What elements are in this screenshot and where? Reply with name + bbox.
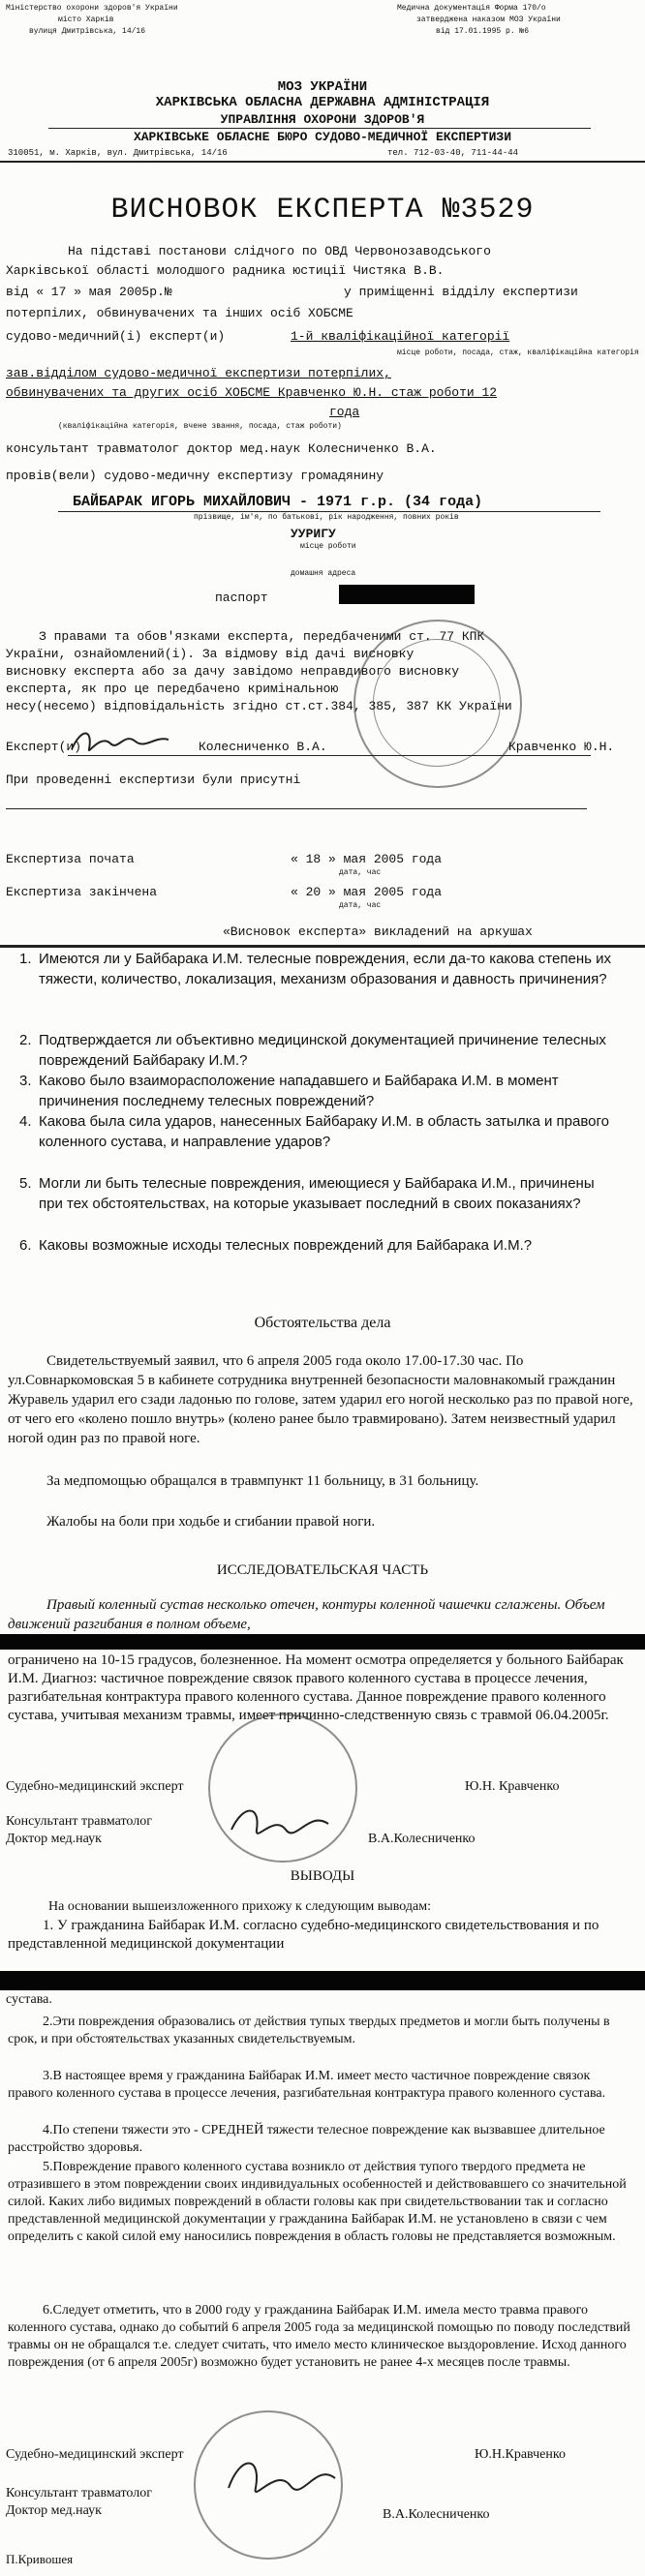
basis-line-5b: 1-й кваліфікаційної категорії xyxy=(291,329,510,344)
conclusion-4: 4.По степени тяжести это - СРЕДНЕЙ тяжести телесное повреждение как вызвавшее длительное расстройство здоровья. xyxy=(8,2123,605,2155)
consultant-line: консультант травматолог доктор мед.наук Колесниченко В.А. xyxy=(6,441,437,456)
redaction-bar-2 xyxy=(0,1971,645,1990)
person-city: УУРИГУ xyxy=(291,527,336,541)
end-label: Експертиза закінчена xyxy=(6,885,158,899)
rights-line-4: експерта, як про це передбачено кримінальною xyxy=(6,682,339,696)
passport-label: паспорт xyxy=(215,591,268,605)
basis-caption: місце роботи, посада, стаж, кваліфікаційна категорія xyxy=(397,349,639,357)
question-4: 4. Какова была сила ударов, нанесенных Байбараку И.М. в область затылка и правого коленного сустава, и направление ударов? xyxy=(19,1113,609,1150)
sign2-left-2: Доктор мед.наук xyxy=(6,1832,102,1846)
question-6: 6. Каковы возможные исходы телесных повреждений для Байбарака И.М.? xyxy=(19,1237,533,1254)
final-sign2-left-1: Консультант травматолог xyxy=(6,2486,152,2500)
question-2: 2. Подтверждается ли объективно медицинской документацией причинение телесных повреждений Байбараку И.М.? xyxy=(19,1032,606,1069)
basis-line-2: Харківської області молодшого радника юстиції Чистяка В.В. xyxy=(6,263,445,278)
basis-line-5: судово-медичний(і) експерт(и) xyxy=(6,329,226,344)
redaction-block xyxy=(339,585,475,604)
dept-heading: УПРАВЛІННЯ ОХОРОНИ ЗДОРОВ'Я xyxy=(220,112,425,127)
basis-line-6: зав.відділом судово-медичної експертизи потерпілих, xyxy=(6,366,391,380)
admin-heading: ХАРКІВСЬКА ОБЛАСНА ДЕРЖАВНА АДМІНІСТРАЦІЯ xyxy=(155,95,490,110)
start-caption: дата, час xyxy=(339,868,382,877)
sign1-right: Ю.Н. Кравченко xyxy=(465,1779,560,1794)
bureau-phone: тел. 712-03-40, 711-44-44 xyxy=(387,148,519,158)
sign2-right: В.А.Колесниченко xyxy=(368,1832,476,1846)
research-text-2: ограничено на 10-15 градусов, болезненное. На момент осмотра определяется у больного Байбарак И.М. Диагноз: частичное повреждение связок правого коленного сустава в процессе лечения, разгибательная контрактура правого коленного сустава. Данное повреждение правого коленного сустава, учитывая механизм травмы, имеет причинно-следственную связь с травмой 06.04.2005г. xyxy=(8,1652,624,1723)
circumstances-title: Обстоятельства дела xyxy=(254,1315,391,1331)
conducted-line: провів(вели) судово-медичну експертизу громадянину xyxy=(6,469,384,483)
rights-line-1: З правами та обов'язками експерта, передбаченими ст. 77 КПК xyxy=(39,629,485,644)
sign1-left: Судебно-медицинский эксперт xyxy=(6,1779,184,1794)
question-5: 5. Могли ли быть телесные повреждения, имеющиеся у Байбарака И.М., причинены при тех обстоятельствах, на которые указывает последний в своих показаниях? xyxy=(19,1175,595,1212)
conclusion-2: 2.Эти повреждения образовались от действия тупых твердых предметов и могли быть получены в срок, и при обстоятельствах указанных свидетельствуемым. xyxy=(8,2015,610,2046)
bureau-address: 310051, м. Харків, вул. Дмитрівська, 14/16 xyxy=(8,148,228,158)
rights-line-2: України, ознайомлений(і). За відмову від дачі висновку xyxy=(6,647,415,661)
end-caption: дата, час xyxy=(339,901,382,910)
basis-line-1: На підставі постанови слідчого по ОВД Червонозаводського xyxy=(68,244,491,258)
doc-title: ВИСНОВОК ЕКСПЕРТА №3529 xyxy=(110,194,535,227)
conclusions-title: ВЫВОДЫ xyxy=(290,1868,355,1884)
circumstances-text-2: За медпомощью обращался в травмпункт 11 больницу, в 31 больницу. xyxy=(46,1473,479,1489)
question-1: 1. Имеются ли у Байбарака И.М. телесные повреждения, если да-то какова степень их тяжести, количество, локализация, механизм образования и давность причинения? xyxy=(19,951,611,987)
final-sign1-right: Ю.Н.Кравченко xyxy=(475,2447,566,2462)
home-caption: домашня адреса xyxy=(291,569,356,578)
signature-3 xyxy=(223,2449,339,2507)
header-left-line2: місто Харків xyxy=(58,15,114,24)
basis-line-7: обвинувачених та других осіб ХОБСМЕ Кравченко Ю.Н. стаж роботи 12 xyxy=(6,385,498,400)
expert-names: Колесниченко В.А. xyxy=(199,740,327,754)
header-left-line1: Міністерство охорони здоров'я України xyxy=(6,4,178,13)
header-right-line1: Медична документація Форма 170/о xyxy=(397,4,546,13)
stated-line: «Висновок експерта» викладений на аркушах xyxy=(223,924,533,939)
conclusion-1b: сустава. xyxy=(6,1992,52,2007)
conclusion-1: 1. У гражданина Байбарак И.М. согласно судебно-медицинского свидетельствования и по представленной медицинской документации xyxy=(8,1918,599,1952)
signature-1 xyxy=(68,724,174,757)
bureau-heading: ХАРКІВСЬКЕ ОБЛАСНЕ БЮРО СУДОВО-МЕДИЧНОЇ ЕКСПЕРТИЗИ xyxy=(133,130,512,144)
conclusion-5: 5.Повреждение правого коленного сустава возникло от действия тупого твердого предмета не отразившего в этом повреждении своих индивидуальных особенностей и действовавшего со значительной силой. Каких либо видимых повреждений в области головы как при свидетельствовании так и согласно представленной медицинской документации у гражданина Байбарак И.М. не установлено в связи с чем определить с какой силой ему наносились повреждения в область головы не представляется возможным. xyxy=(8,2160,627,2244)
expert-names-2: Кравченко Ю.Н. xyxy=(508,740,615,754)
typist: П.Кривошея xyxy=(6,2552,74,2566)
basis-line-7b: года xyxy=(329,405,360,419)
ministry-heading: МОЗ УКРАЇНИ xyxy=(277,79,368,95)
conclusion-3: 3.В настоящее время у гражданина Байбарак И.М. имеет место частичное повреждение связок правого коленного сустава в процессе лечения, разгибательная контрактура правого коленного сустава. xyxy=(8,2069,606,2101)
circumstances-text-1: Свидетельствуемый заявил, что 6 апреля 2005 года около 17.00-17.30 час. По ул.Совнаркомовская 5 в кабинете сотрудника внутренней безопасности маловнакомый гражданин Журавель ударил его сзади ладонью по голове, затем ударил его ногой несколько раз по правой ноге, от чего его «колено пошло внутрь» (колено ранее было травмировано). Затем неизвестный ударил ногой один раз по правой ноге. xyxy=(8,1353,633,1446)
header-left-line3: вулиця Дмитрівська, 14/16 xyxy=(29,27,146,36)
work-caption: місце роботи xyxy=(300,542,356,551)
final-sign1-left: Судебно-медицинский эксперт xyxy=(6,2447,184,2462)
conclusion-6: 6.Следует отметить, что в 2000 году у гражданина Байбарак И.М. имела место травма правого коленного сустава, однако до событий 6 апреля 2005 года за медицинской помощью по поводу последствий травмы он не обращался т.е. следует считать, что имело место клиническое выздоровление. Исход данного повреждения (от 6 апреля 2005г) возможно будет установить не ранее 4-х месяцев после травмы. xyxy=(8,2303,630,2370)
round-stamp-inner xyxy=(373,639,501,767)
rights-line-3: висновку експерта або за дачу завідомо неправдивого висновку xyxy=(6,664,460,679)
final-sign2-right: В.А.Колесниченко xyxy=(383,2507,490,2522)
research-title: ИССЛЕДОВАТЕЛЬСКАЯ ЧАСТЬ xyxy=(216,1562,429,1578)
start-label: Експертиза почата xyxy=(6,852,135,866)
final-sign2-left-2: Доктор мед.наук xyxy=(6,2503,102,2518)
question-3: 3. Каково было взаиморасположение нападавшего и Байбарака И.М. в момент причинения последнему телесных повреждений? xyxy=(19,1073,559,1109)
rights-line-5: несу(несемо) відповідальність згідно ст.ст.384, 385, 387 КК України xyxy=(6,699,512,713)
redaction-bar xyxy=(0,1634,645,1650)
basis-line-4: потерпілих, обвинувачених та інших осіб ХОБСМЕ xyxy=(6,306,353,320)
circumstances-text-3: Жалобы на боли при ходьбе и сгибании правой ноги. xyxy=(46,1514,376,1530)
experts-label: Експерт(и) xyxy=(6,740,82,754)
header-right-line3: від 17.01.1995 р. №6 xyxy=(436,27,530,36)
present-label: При проведенні експертизи були присутні xyxy=(6,773,301,787)
person-caption: прізвище, ім'я, по батькові, рік народження, повних років xyxy=(194,513,459,522)
signature-2 xyxy=(228,1801,334,1849)
basis-line-3b: у приміщенні відділу експертизи xyxy=(344,285,578,299)
basis-line-8: (кваліфікаційна категорія, вчене звання, посада, стаж роботи) xyxy=(58,422,342,431)
start-value: « 18 » мая 2005 года xyxy=(291,852,443,866)
conclusions-intro: На основании вышеизложенного прихожу к следующим выводам: xyxy=(48,1899,431,1914)
basis-line-3: від « 17 » мая 2005р.№ xyxy=(6,285,172,299)
research-text-1: Правый коленный сустав несколько отечен, контуры коленной чашечки сглажены. Объем движений разгибания в полном объеме, xyxy=(8,1597,605,1632)
header-right-line2: затверджена наказом МОЗ України xyxy=(416,15,561,24)
sign2-left-1: Консультант травматолог xyxy=(6,1814,152,1829)
person-name: БАЙБАРАК ИГОРЬ МИХАЙЛОВИЧ - 1971 г.р. (34 года) xyxy=(73,494,483,510)
end-value: « 20 » мая 2005 года xyxy=(291,885,443,899)
